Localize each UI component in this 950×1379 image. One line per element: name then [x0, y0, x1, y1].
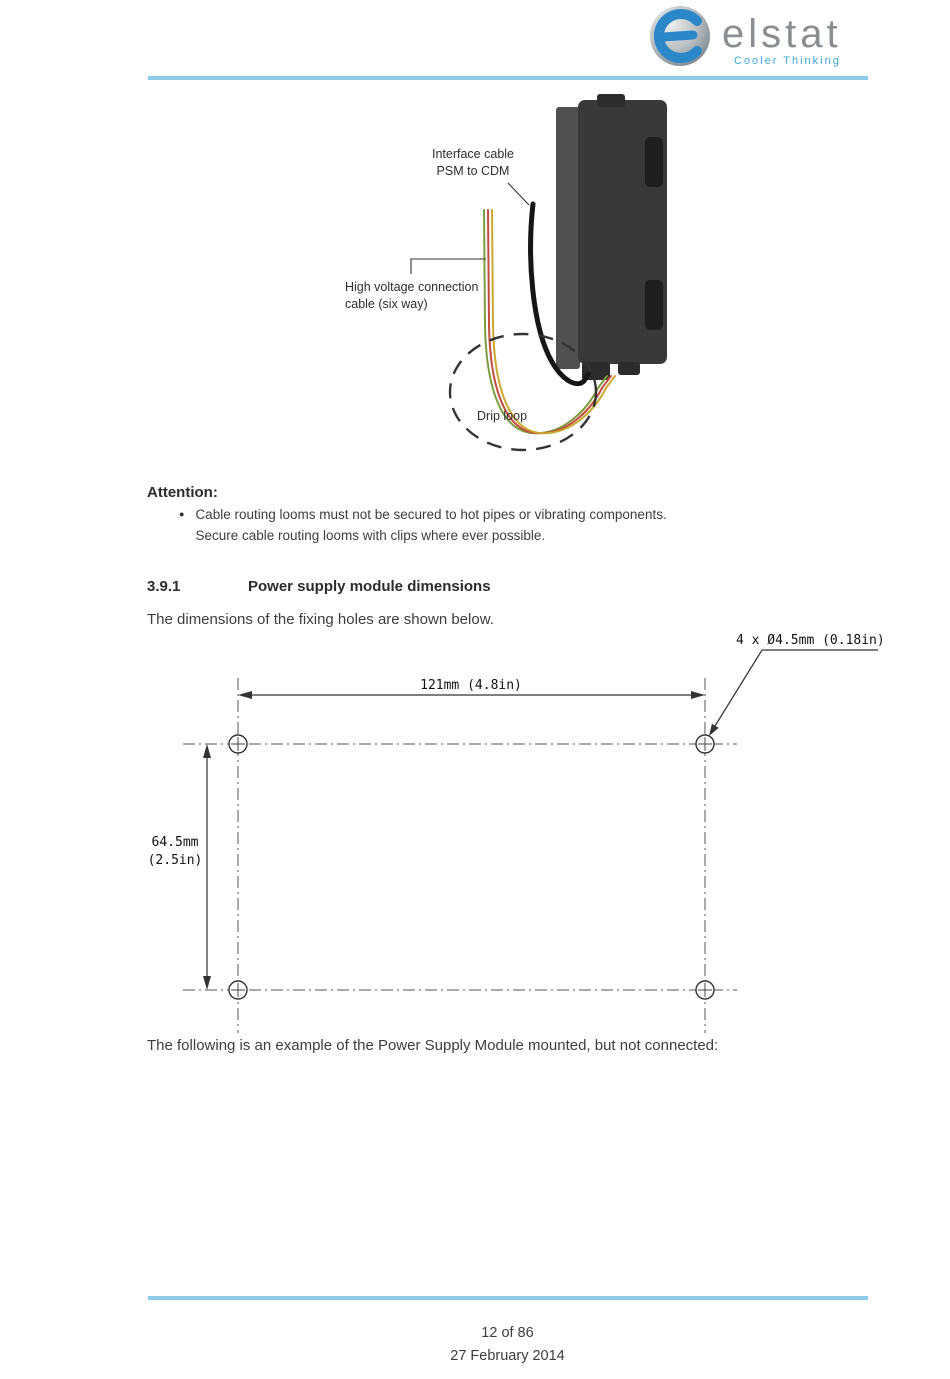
- attention-bullet-line2: Secure cable routing looms with clips where ever possible.: [195, 528, 546, 543]
- drip-loop-ellipse: [450, 334, 596, 450]
- attention-bullet-item: [179, 504, 739, 546]
- drip-loop-label: Drip loop: [477, 409, 528, 423]
- elstat-logo-icon: [648, 4, 712, 68]
- logo-tagline: Cooler Thinking: [734, 55, 841, 67]
- height-dimension: [148, 744, 211, 990]
- psm-module-box: [556, 94, 667, 380]
- fixing-holes-dimensions-figure: [140, 628, 885, 1036]
- footer-page-number: 12 of 86: [481, 1325, 534, 1341]
- hole-diameter-label: 4 x Ø4.5mm (0.18in): [736, 633, 885, 648]
- hv-label-leader: [411, 259, 486, 274]
- hole-diameter-callout: [709, 633, 885, 736]
- interface-label-leader: [508, 183, 529, 205]
- height-dimension-label-line1: 64.5mm: [151, 835, 199, 850]
- width-dimension: [238, 678, 705, 699]
- elstat-logo: [648, 4, 873, 70]
- interface-cable-label-line2: PSM to CDM: [436, 164, 510, 178]
- attention-bullet-line1: Cable routing looms must not be secured to hot pipes or vibrating components.: [195, 507, 667, 522]
- centerlines: [183, 678, 737, 1033]
- section-number: 3.9.1: [147, 578, 181, 595]
- logo-e-bar: [663, 35, 693, 37]
- dimensions-intro-text: The dimensions of the fixing holes are shown below.: [147, 611, 494, 628]
- height-dimension-label-line2: (2.5in): [147, 853, 203, 868]
- attention-heading: Attention:: [147, 484, 218, 501]
- width-dimension-label: 121mm (4.8in): [420, 678, 522, 693]
- header-rule: [148, 76, 868, 80]
- psm-cable-figure: [330, 92, 700, 467]
- fixing-holes: [229, 735, 714, 999]
- example-note-text: The following is an example of the Power Supply Module mounted, but not connected:: [147, 1037, 719, 1054]
- bullet-icon: ●: [179, 509, 185, 519]
- section-title: Power supply module dimensions: [248, 578, 491, 595]
- hv-cable-label-line2: cable (six way): [345, 297, 428, 311]
- interface-cable-label-line1: Interface cable: [432, 147, 514, 161]
- hv-cable-label-line1: High voltage connection: [345, 280, 479, 294]
- footer-date: 27 February 2014: [450, 1348, 565, 1364]
- logo-wordmark: elstat: [722, 12, 842, 56]
- footer-rule: [148, 1296, 868, 1300]
